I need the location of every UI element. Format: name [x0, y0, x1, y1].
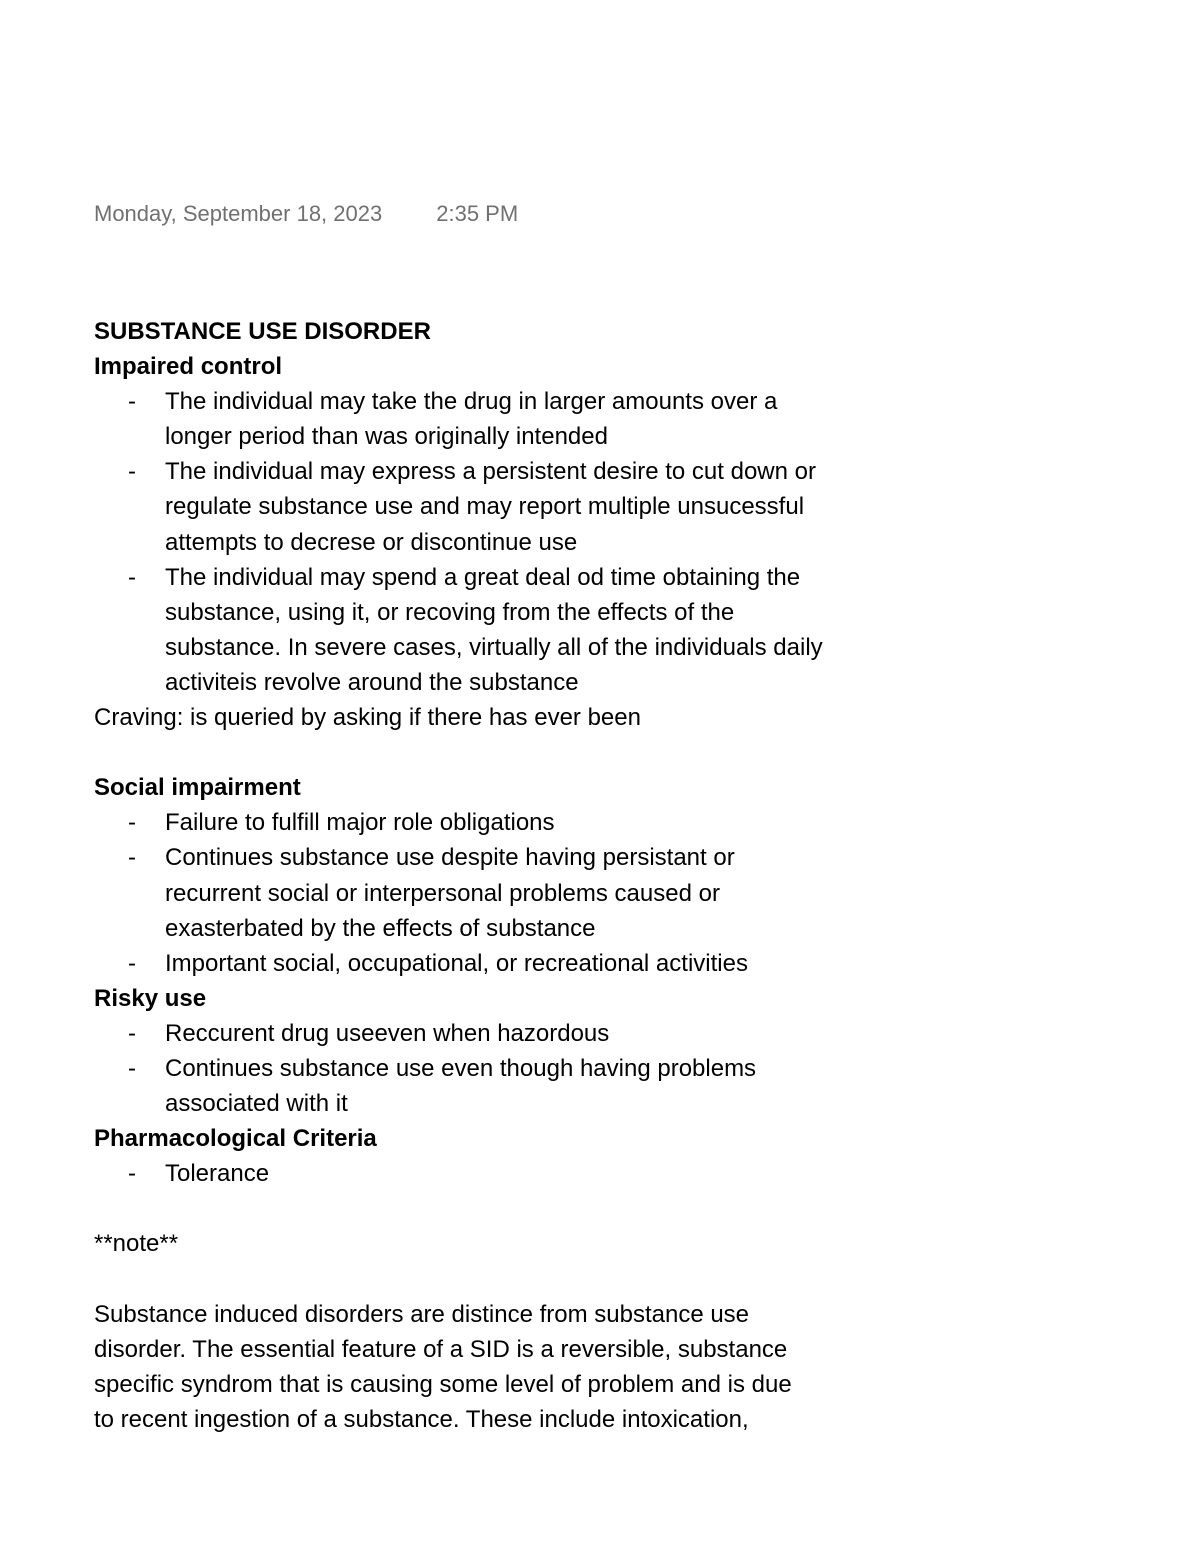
list-item — [94, 1016, 914, 1051]
dash-bullet: - — [128, 809, 136, 837]
blank-line — [94, 1262, 914, 1297]
list-item — [94, 384, 914, 454]
dash-bullet: - — [128, 563, 136, 591]
list-item — [94, 946, 914, 981]
list-item — [94, 454, 914, 559]
list-item-text: The individual may take the drug in larger amounts over a longer period than was originally intended — [165, 388, 778, 451]
list-item-text: The individual may spend a great deal od time obtaining the substance, using it, or recoving from the effects of the substance. In severe cases, virtually all of the individuals daily activiteis revolve around the substance — [165, 563, 823, 696]
section-heading-risky-use: Risky use — [94, 984, 207, 1012]
note-body — [94, 314, 914, 1437]
list-item-text: The individual may express a persistent desire to cut down or regulate substance use and may report multiple unsucessful attempts to decrese or discontinue use — [165, 458, 816, 556]
blank-line — [94, 735, 914, 770]
dash-bullet: - — [128, 1019, 136, 1047]
list-item — [94, 840, 914, 945]
social-impairment-list — [94, 805, 914, 980]
dash-bullet: - — [128, 1160, 136, 1188]
craving-line: Craving: is queried by asking if there has ever been — [94, 704, 641, 732]
note-label: **note** — [94, 1230, 179, 1258]
note-time: 2:35 PM — [436, 201, 519, 226]
note-paragraph: Substance induced disorders are distince from substance use disorder. The essential feature of a SID is a reversible, substance specific syndrom that is causing some level of problem and is due to recent ingestion of a substance. These include intoxication, — [94, 1300, 792, 1433]
list-item — [94, 1051, 914, 1121]
list-item-text: Continues substance use even though having problems associated with it — [165, 1054, 757, 1118]
note-date: Monday, September 18, 2023 — [94, 201, 383, 226]
list-item-text: Continues substance use despite having persistant or recurrent social or interpersonal problems caused or exasterbated by the effects of substance — [165, 844, 735, 942]
document-title: SUBSTANCE USE DISORDER — [94, 318, 431, 345]
list-item — [94, 1156, 914, 1191]
section-heading-social-impairment: Social impairment — [94, 774, 301, 802]
section-heading-pharmacological: Pharmacological Criteria — [94, 1125, 377, 1153]
impaired-control-list — [94, 384, 914, 700]
dash-bullet: - — [128, 1054, 136, 1082]
note-timestamp — [94, 198, 518, 230]
list-item-text: Failure to fulfill major role obligations — [165, 809, 555, 837]
list-item — [94, 805, 914, 840]
list-item-text: Important social, occupational, or recreational activities — [165, 949, 748, 977]
dash-bullet: - — [128, 388, 136, 416]
list-item-text: Tolerance — [165, 1160, 270, 1188]
dash-bullet: - — [128, 844, 136, 872]
risky-use-list — [94, 1016, 914, 1121]
list-item-text: Reccurent drug useeven when hazordous — [165, 1019, 610, 1047]
list-item — [94, 560, 914, 700]
section-heading-impaired-control: Impaired control — [94, 353, 283, 381]
dash-bullet: - — [128, 949, 136, 977]
dash-bullet: - — [128, 458, 136, 486]
pharmacological-list — [94, 1156, 914, 1191]
blank-line — [94, 1191, 914, 1226]
